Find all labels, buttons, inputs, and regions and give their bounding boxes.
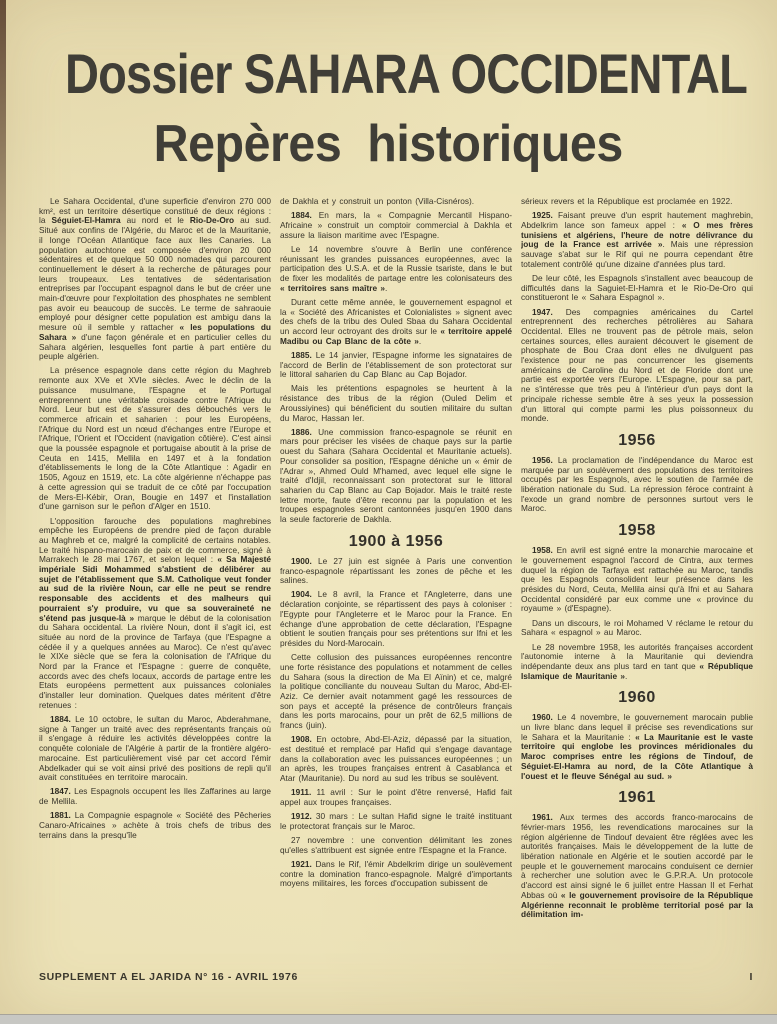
paragraph [280, 735, 512, 784]
text-run: Cette collusion des puissances européennes rencontre une forte résistance des populations et notamment de celles du Sahara (sous la direction de Ma El Aïnin) et ce, malgré la politique conciliante du nouveau Sultan du Maroc, Abd-El-Aziz. Ce dernier avait notamment gagé les ressources de son pays et accepté la présence de contrôleurs français dans les ports marocains, pour un prêt de 62,5 millions de francs (juin). [280, 652, 512, 731]
text-run: Rio-De-Oro [189, 215, 235, 226]
text-run: 1960. [532, 712, 553, 723]
text-run: 1884. [50, 714, 71, 725]
text-run: La présence espagnole dans cette région du Maghreb remonte aux XVe et XVIe siècles. Avec le déclin de la puissance musulmane, l'Espagne et le Portugal entreprennent une véritable croisade contre l'Afrique du Nord. Leur but est de s'assurer des débouchés vers le commerce africain et saharien : pour les Européens, l'Afrique du Nord est un nœud d'échanges entre l'Europe et l'Afrique, l'Orient et l'Occident (navigation côtière). C'est ainsi que la poussée espagnole et portugaise aboutit à la prise de Ceuta en 1415, Mellila en 1497 et à la fondation d'établissements le long de la Côte Atlantique : Agadir en 1505, Agouz en 1519, etc. La côte algérienne n'échappe pas à cette agression qui se traduit de ce côté par l'occupation de Mers-El-Kébir, Oran, Bougie en 1497 et l'installation d'une garnison sur le peñon d'Alger en 1510. [39, 365, 271, 512]
paragraph [39, 715, 271, 783]
text-run: « O mes frères tunisiens et algériens, l'heure de notre délivrance du joug de la France est arrivée » [521, 219, 753, 250]
paragraph [280, 836, 512, 855]
text-run: Le 10 octobre, le sultan du Maroc, Abderahmane, signe à Tanger un traité avec des représentants français où il s'engage à réduire les activités développées contre la conquête coloniale de l'Algérie à partir de la frontière algéro-marocaine. Est particulièrement visé par cet accord l'émir Abdelkader qui se voit ainsi privé des positions de repli qu'il avait constituées en territoire marocain. [39, 714, 271, 783]
text-run: marque le début de la colonisation du Sahara occidental. La rivière Noun, dont il s'agit ici, est située au nord de la province de Tarfaya (que l'Espagne a cédée il y a quelques années au Maroc). Ce n'est qu'avec le XIXe siècle que se fera la colonisation de l'Afrique du Nord par la France et l'Espagne : guerre de conquête, accords avec des chefs locaux, accords de partage entre les Etats européens permettent aux puissances coloniales d'installer leur domination. Quelques dates méritent d'être retenues : [39, 612, 271, 710]
text-run: Faisant preuve d'un esprit hautement maghrebin, Abdelkrim lance son fameux appel : [521, 210, 753, 230]
text-run: En avril est signé entre la monarchie marocaine et le gouvernement espagnol l'accord de Cintra, aux termes duquel la région de Tarfaya est rattachée au Maroc, tandis que les Espagnols consolident leur présence dans les présides du Nord, Ceuta, Mellila ainsi qu'à Ifni et au Sahara Occidental considéré par eux comme une « province du royaume » (d'Espagne). [521, 545, 753, 614]
text-run: « République Islamique de Mauritanie » [521, 660, 753, 681]
text-run: De leur côté, les Espagnols s'installent avec beaucoup de difficultés dans la Saguiet-El-Hamra et le Rio-De-Oro qui constitueront le « Sahara Espagnol ». [521, 272, 753, 303]
text-run: « territoires sans maître » [280, 282, 385, 293]
paragraph [521, 211, 753, 269]
text-run: « les populations du Sahara » [39, 322, 271, 342]
text-run: Le 8 avril, la France et l'Angleterre, dans une déclaration conjointe, se répartissent des pays à coloniser : l'Egypte pour l'Angleterre et le Maroc pour la France. En échange d'une approbation de cette déclaration, l'Espagne obtient le soutien français pour ses prétentions sur Ifni et les présides du Nord-Marocain. [280, 589, 512, 648]
text-run: 1947. [532, 306, 553, 317]
text-run: Le 28 novembre 1958, les autorités françaises accordent l'autonomie interne à la Mauritanie qui deviendra indépendante deux ans plus tard en tant que [521, 641, 753, 671]
text-run: 1956. [532, 454, 553, 465]
text-run: L'opposition farouche des populations maghrebines empêche les Européens de prendre pied de façon durable au Maghreb et ce, malgré la complicité de certains notables. Le traité hispano-marocain de paix et de commerce, signé à Marrakech le 28 mai 1767, et selon lequel : [39, 515, 271, 565]
page-footer [39, 971, 753, 983]
text-run: 1881. [50, 810, 71, 821]
text-run: Les Espagnols occupent les Iles Zaffarines au large de Mellila. [39, 786, 271, 807]
paragraph [521, 619, 753, 638]
paragraph [280, 245, 512, 294]
text-run: de Dakhla et y construit un ponton (Villa-Cisnéros). [280, 197, 475, 206]
text-run: 1886. [291, 426, 312, 437]
text-run: 30 mars : Le sultan Hafid signe le traité instituant le protectorat français sur le Maroc. [280, 811, 512, 831]
page-title-line1: Dossier SAHARA OCCIDENTAL [64, 42, 748, 105]
paragraph [39, 787, 271, 806]
text-run: sérieux revers et la République est proclamée en 1922. [521, 197, 733, 206]
text-run: 1885. [291, 349, 312, 360]
text-run: Le Sahara Occidental, d'une superficie d'environ 270 000 km², est un territoire désertique constitué de deux régions : la [39, 197, 271, 226]
text-run: Durant cette même année, le gouvernement espagnol et la « Société des Africanistes et Colonialistes » signent avec des chefs de la tribu des Ouled Sbaa du Sahara Occidental un accord leur octroyant des droits sur le [280, 296, 512, 336]
paragraph [280, 197, 512, 207]
column-2 [280, 197, 512, 959]
paragraph [280, 428, 512, 525]
text-run: 1921. [291, 858, 312, 869]
paragraph [280, 557, 512, 586]
text-run: 1847. [50, 786, 71, 797]
paragraph [521, 546, 753, 614]
paragraph [280, 211, 512, 240]
text-run: En mars, la « Compagnie Mercantil Hispano-Africaine » construit un comptoir commercial à Dakhla et assure la liaison maritime avec l'Espagne. [280, 210, 512, 240]
text-run: Dans le Rif, l'émir Abdelkrim dirige un soulèvement contre la domination franco-espagnole. Malgré d'importants moyens militaires, les forces d'occupation subissent de [280, 858, 512, 889]
paragraph [280, 351, 512, 380]
text-run: d'une façon générale et en particulier celles du Sahara algérien, lesquelles font partie à part entière du peuple algérien. [39, 331, 271, 362]
text-run: « La Mauritanie est le vaste territoire qui englobe les provinces méridionales du Maroc comprises entre les régions de Tindouf, de Séguiet-El-Hamra au nord, de la Côte Atlantique à l'ouest et le fleuve Sénégal au sud. » [521, 731, 753, 781]
year-heading: 1956 [618, 431, 656, 449]
text-run: « le gouvernement provisoire de la République Algérienne reconnait le problème territorial posé par la délimitation im- [521, 889, 753, 920]
text-run: Le 14 janvier, l'Espagne informe les signataires de l'accord de Berlin de l'établissement de son protectorat sur le littoral saharien du Cap Blanc au Cap Bojador. [280, 349, 512, 380]
text-run: 27 novembre : une convention délimitant les zones qu'elles s'attribuent est signée entre l'Espagne et la France. [280, 835, 512, 855]
text-run: « territoire appelé Madibu ou Cap Blanc de la côte » [280, 325, 512, 346]
paragraph [280, 653, 512, 731]
text-run: « Sa Majesté impériale Sidi Mohammed s'abstient de délibérer au sujet de l'établissement que S.M. Catholique veut fonder au sud de la rivière Noun, car elle ne peut se rendre responsable des accidents et des malheurs qui pourraient s'y produire, vu que sa souveraineté ne s'étend pas jusque-là » [39, 554, 271, 623]
paragraph [521, 643, 753, 682]
paragraph [521, 274, 753, 303]
text-run: La Compagnie espagnole « Société des Pêcheries Canaro-Africaines » achète à trois chefs de tribus des terrains dans la presqu'île [39, 810, 271, 840]
paragraph [521, 308, 753, 424]
text-run: 1912. [291, 811, 312, 822]
paragraph [280, 298, 512, 347]
paragraph [39, 197, 271, 362]
paragraph [280, 860, 512, 889]
paragraph [521, 197, 753, 207]
text-run: 1904. [291, 589, 312, 600]
footer-supplement-label: SUPPLEMENT A EL JARIDA N° 16 - AVRIL 1976 [39, 971, 298, 983]
text-run: . Mais une répression sauvage s'abat sur le Rif qui ne pourra cependant être totalement contrôlé qu'une dizaine d'années plus tard. [521, 239, 753, 269]
text-run: 1908. [291, 734, 312, 745]
text-run: 11 avril : Sur le point d'être renversé, Hafid fait appel aux troupes françaises. [280, 787, 512, 807]
article-header [0, 44, 777, 172]
paragraph [39, 517, 271, 711]
text-run: 1925. [532, 210, 553, 221]
column-3 [521, 197, 753, 959]
paragraph [521, 713, 753, 781]
year-heading: 1900 à 1956 [348, 532, 444, 550]
year-heading: 1960 [618, 689, 656, 707]
year-heading: 1961 [618, 789, 656, 807]
year-heading: 1958 [618, 522, 656, 540]
text-run: 1961. [532, 812, 553, 823]
text-run: Le 27 juin est signée à Paris une convention franco-espagnole répartissant les zones de pêche et les salines. [280, 555, 512, 586]
paragraph [280, 788, 512, 807]
text-run: Dans un discours, le roi Mohamed V réclame le retour du Sahara « espagnol » au Maroc. [521, 617, 753, 638]
text-run: En octobre, Abd-El-Aziz, dépassé par la situation, est destitué et remplacé par Hafid qui s'engage davantage dans la collaboration avec les puissances européennes ; un an après, les troupes françaises entrent à Casablanca et Atar (Mauritanie). Du nord au sud les tribus se soulèvent. [280, 734, 512, 784]
paragraph [39, 811, 271, 840]
page-title-line2: Repères historiques [153, 115, 624, 173]
text-run: Mais les prétentions espagnoles se heurtent à la résistance des tribus de la région (Ouled Delim et Aroussiyines) qui bénéficient du soutien militaire du sultan du Maroc, Hassan Ier. [280, 383, 512, 423]
text-run: Une commission franco-espagnole se réunit en mars pour préciser les visées de chaque pays sur la partie ouest du Sahara (Sahara Occidental et Mauritanie actuels). Pour consolider sa position, l'Espagne déniche un « émir de l'Adrar », Ahmed Ould M'hamed, avec lequel elle signe le traité d'Idjil, reconnaissant son protectorat sur le littoral saharien du Cap Blanc au Cap Bojador. Mais le traité reste lettre morte, faute d'être reconnu par la population et les troupes espagnoles seront cantonnées jusqu'en 1900 dans la seule factorerie de Dakhla. [280, 426, 512, 525]
column-1 [39, 197, 271, 959]
paragraph [280, 384, 512, 423]
text-run: Séguiet-El-Hamra [51, 215, 121, 226]
text-run: 1911. [291, 787, 312, 798]
text-run: La proclamation de l'indépendance du Maroc est marquée par un soulèvement des populations des territoires occupés par les Espagnols, avec le soutien de l'armée de libération nationale du Sud. La répression féroce contraint à l'exode un grand nombre de personnes surtout vers le Maroc. [521, 454, 753, 514]
text-run: 1958. [532, 545, 553, 556]
text-run: Aux termes des accords franco-marocains de février-mars 1956, les revendications marocaines sur la région algérienne de Tindouf devaient être réglées avec les autorités françaises. Mais le développement de la lutte de libération nationale en Algérie et le soutien accordé par le peuple et le gouvernement marocains conduisent ce dernier à rechercher une solution avec le G.P.R.A. Un protocole d'accord est ainsi signé le 6 juillet entre Hassan II et Ferhat Abbas où [521, 812, 753, 900]
text-run: . [385, 282, 388, 293]
text-run: Le 4 novembre, le gouvernement marocain publie un livre blanc dans lequel il précise ses revendications sur le Sahara et la Mauritanie : [521, 712, 753, 742]
paragraph [521, 456, 753, 514]
footer-page-number: I [749, 971, 753, 983]
text-run: Des compagnies américaines du Cartel entreprennent des recherches pétrolières au Sahara Occidental. Elles ne trouvent pas de pétrole mais, selon certaines sources, elles auraient découvert le gisement de phosphate de Bou Craa dont elles ne divulguent pas l'existence pour ne pas concurrencer les gisements américains de Caroline du Nord et de Floride dont une partie est exportée vers l'Europe. L'Espagne, pour sa part, ne s'intéresse que très peu à l'intérieur d'un pays dont la principale richesse semble être à ses yeux la possession d'un littoral qui compte parmi les plus poissonneux du monde. [521, 306, 753, 424]
text-run: 1900. [291, 555, 312, 566]
article-body [39, 197, 753, 959]
text-run: . [418, 335, 422, 346]
paragraph [280, 590, 512, 648]
text-run: 1884. [291, 210, 312, 221]
scan-bottom-edge [0, 1014, 777, 1024]
paragraph [39, 366, 271, 512]
text-run: Le 14 novembre s'ouvre à Berlin une conférence réunissant les grandes puissances européennes, avec la participation des U.S.A. et de la Russie tsariste, dans le but de fixer les modalités de partage entre les colonisateurs des [280, 243, 512, 283]
text-run: au sud. Situé aux confins de l'Algérie, du Maroc et de la Mauritanie, il longe l'Océan Atlantique face aux Iles Canaries. La population autochtone est composée d'environ 20 000 sédentaires et de quelque 50 000 nomades qui parcourent continuellement le désert à la recherche de pâturages pour leurs troupeaux. Les tentatives de sédentarisation entreprises par l'occupant espagnol dans le but de créer une main-d'œuvre pour l'exploitation des phosphates ne semblent pas avoir eu beaucoup de succès. Le terme de sahraouie employé pour désigner cette population est ambigu dans la mesure où il semble y rattacher [39, 215, 271, 333]
text-run: au nord et le [120, 215, 190, 226]
paragraph [521, 813, 753, 920]
paragraph [280, 812, 512, 831]
text-run: . [624, 670, 628, 681]
